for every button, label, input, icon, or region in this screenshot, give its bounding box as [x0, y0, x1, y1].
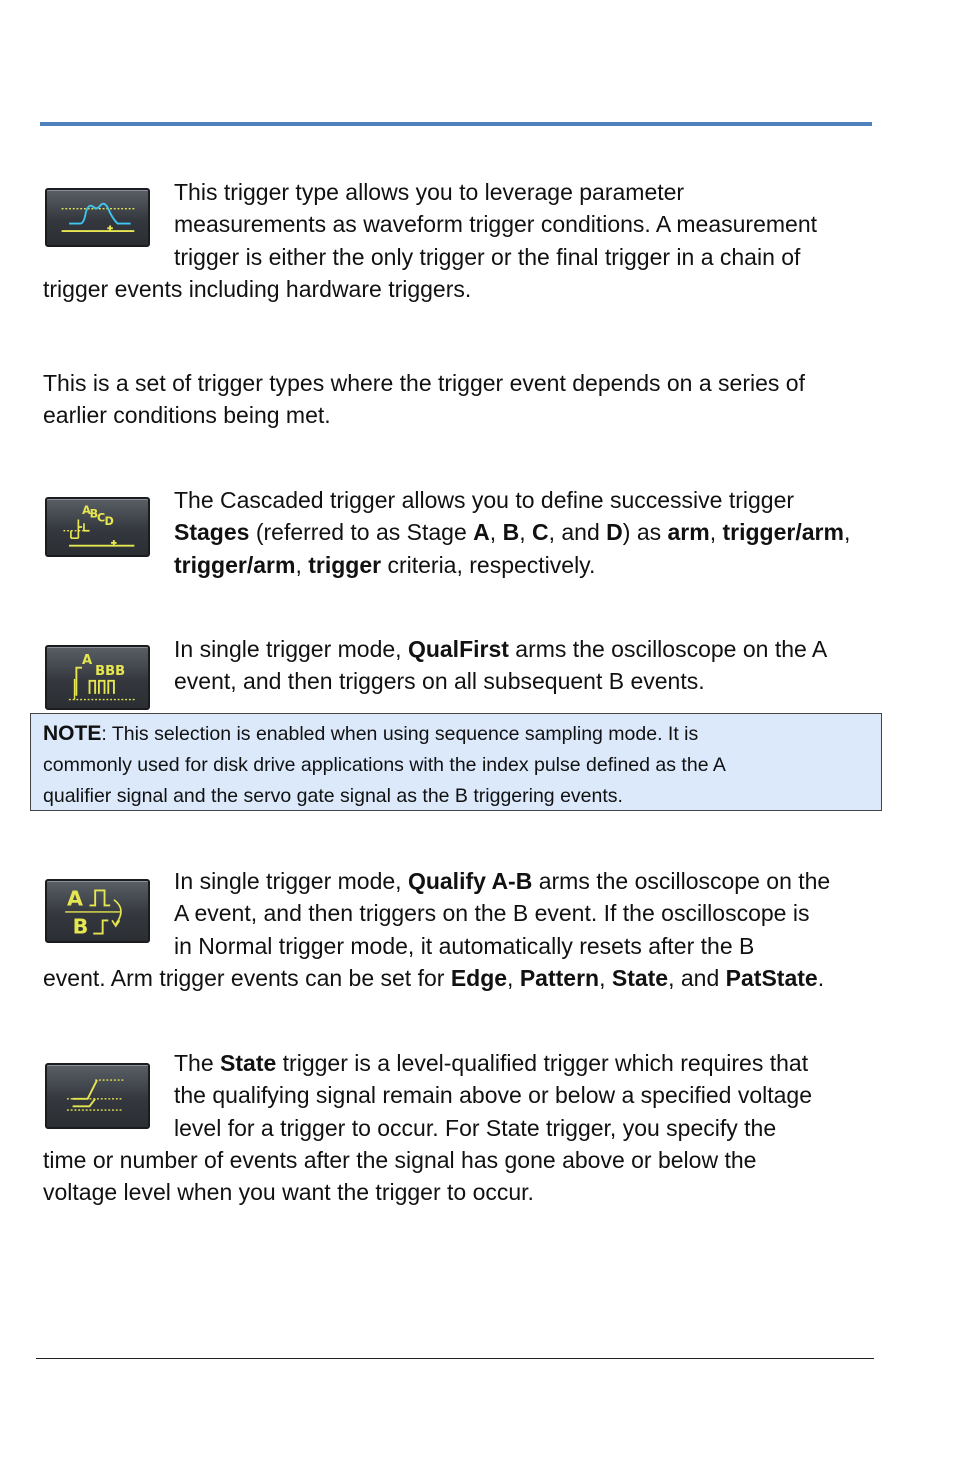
- qualify-line-2: A event, and then triggers on the B event. If the oscilloscope is: [174, 900, 810, 927]
- note-box: [30, 713, 882, 811]
- qualfirst-description: [174, 633, 827, 698]
- cascaded-text: criteria, respectively.: [381, 551, 596, 578]
- qualfirst-text: In single trigger mode,: [174, 636, 408, 662]
- multistage-description: [43, 367, 805, 432]
- qualfirst-trigger-icon: [45, 645, 150, 710]
- svg-text:D: D: [104, 515, 114, 529]
- stage-b-term: B: [502, 519, 520, 546]
- arm-term: arm: [667, 519, 710, 546]
- qualify-line-3: in Normal trigger mode, it automatically resets after the B: [174, 932, 755, 959]
- svg-text:A: A: [67, 886, 83, 911]
- state-trigger-term: State: [220, 1050, 277, 1076]
- state-description: [174, 1047, 812, 1144]
- qualify-text: .: [817, 965, 825, 991]
- qualify-term: Qualify A-B: [407, 868, 533, 894]
- state-line-2: the qualifying signal remain above or below a specified voltage: [174, 1082, 813, 1109]
- state-description-tail: [43, 1144, 756, 1209]
- multistage-line-1: This is a set of trigger types where the trigger event depends on a series of: [43, 370, 805, 396]
- measurement-line-3: trigger is either the only trigger or the final trigger in a chain of: [174, 243, 801, 270]
- measurement-line-4: trigger events including hardware triggers.: [43, 276, 472, 302]
- stage-d-term: D: [606, 519, 623, 546]
- cascaded-text: ) as: [622, 519, 668, 546]
- trigger-arm-term: trigger/arm: [174, 551, 296, 578]
- trigger-arm-term: trigger/arm: [722, 519, 844, 546]
- measurement-description-tail: [43, 273, 471, 305]
- footer-rule: [36, 1358, 874, 1359]
- measurement-line-2: measurements as waveform trigger conditions. A measurement: [174, 211, 818, 238]
- svg-text:B: B: [72, 914, 89, 939]
- qualfirst-text: arms the oscilloscope on the A: [508, 636, 828, 662]
- cascaded-line-1: The Cascaded trigger allows you to define successive trigger: [174, 487, 795, 513]
- trigger-term: trigger: [308, 551, 382, 578]
- measurement-description: [174, 176, 817, 273]
- note-line-2: commonly used for disk drive applications with the index pulse defined as the A: [43, 754, 726, 776]
- cascaded-description: The Cascaded trigger allows you to define successive trigger Stages (referred to as Stage A, B, C, and D) as arm, trigger/arm, trigger/arm, trigger criteria, respectively.: [174, 487, 851, 578]
- state-line-4: time or number of events after the signal has gone above or below the: [43, 1147, 757, 1173]
- cascaded-text: (referred to as Stage: [249, 519, 474, 546]
- cascaded-trigger-icon: [45, 497, 150, 557]
- note-line-3: qualifier signal and the servo gate signal as the B triggering events.: [43, 785, 623, 807]
- svg-text:C: C: [97, 511, 106, 525]
- edge-term: Edge: [450, 965, 508, 991]
- state-line-3: level for a trigger to occur. For State trigger, you specify the: [174, 1114, 777, 1141]
- state-text: trigger is a level-qualified trigger which requires that: [276, 1050, 809, 1076]
- note-line-1: : This selection is enabled when using sequence sampling mode. It is: [101, 723, 699, 745]
- qualfirst-term: QualFirst: [407, 636, 509, 662]
- qualify-description-tail: event. Arm trigger events can be set for Edge, Pattern, State, and PatState.: [43, 965, 825, 991]
- stage-a-term: A: [473, 519, 490, 546]
- svg-text:A: A: [82, 503, 91, 517]
- stages-term: Stages: [174, 519, 250, 546]
- qualfirst-line-2: event, and then triggers on all subsequent B events.: [174, 668, 705, 695]
- qualify-ab-trigger-icon: [45, 879, 150, 943]
- state-line-5: voltage level when you want the trigger to occur.: [43, 1179, 534, 1206]
- svg-text:BBB: BBB: [95, 664, 126, 680]
- state-term: State: [611, 965, 669, 991]
- measurement-line-1: This trigger type allows you to leverage parameter: [174, 179, 685, 205]
- state-text: The: [174, 1050, 221, 1076]
- state-trigger-icon: [45, 1063, 150, 1129]
- qualify-text: In single trigger mode,: [174, 868, 408, 894]
- measurement-trigger-icon: [45, 188, 150, 247]
- svg-text:A: A: [82, 652, 93, 668]
- qualify-text: arms the oscilloscope on the: [532, 868, 831, 894]
- multistage-line-2: earlier conditions being met.: [43, 402, 331, 429]
- qualify-text: event. Arm trigger events can be set for: [43, 965, 451, 991]
- header-rule: [40, 122, 872, 126]
- qualify-description: [174, 865, 830, 962]
- qualify-text: , and: [668, 965, 726, 991]
- note-label: NOTE: [43, 722, 102, 745]
- svg-text:B: B: [89, 507, 99, 521]
- patstate-term: PatState: [725, 965, 818, 991]
- stage-c-term: C: [531, 519, 549, 546]
- cascaded-text: , and: [548, 519, 607, 546]
- pattern-term: Pattern: [519, 965, 600, 991]
